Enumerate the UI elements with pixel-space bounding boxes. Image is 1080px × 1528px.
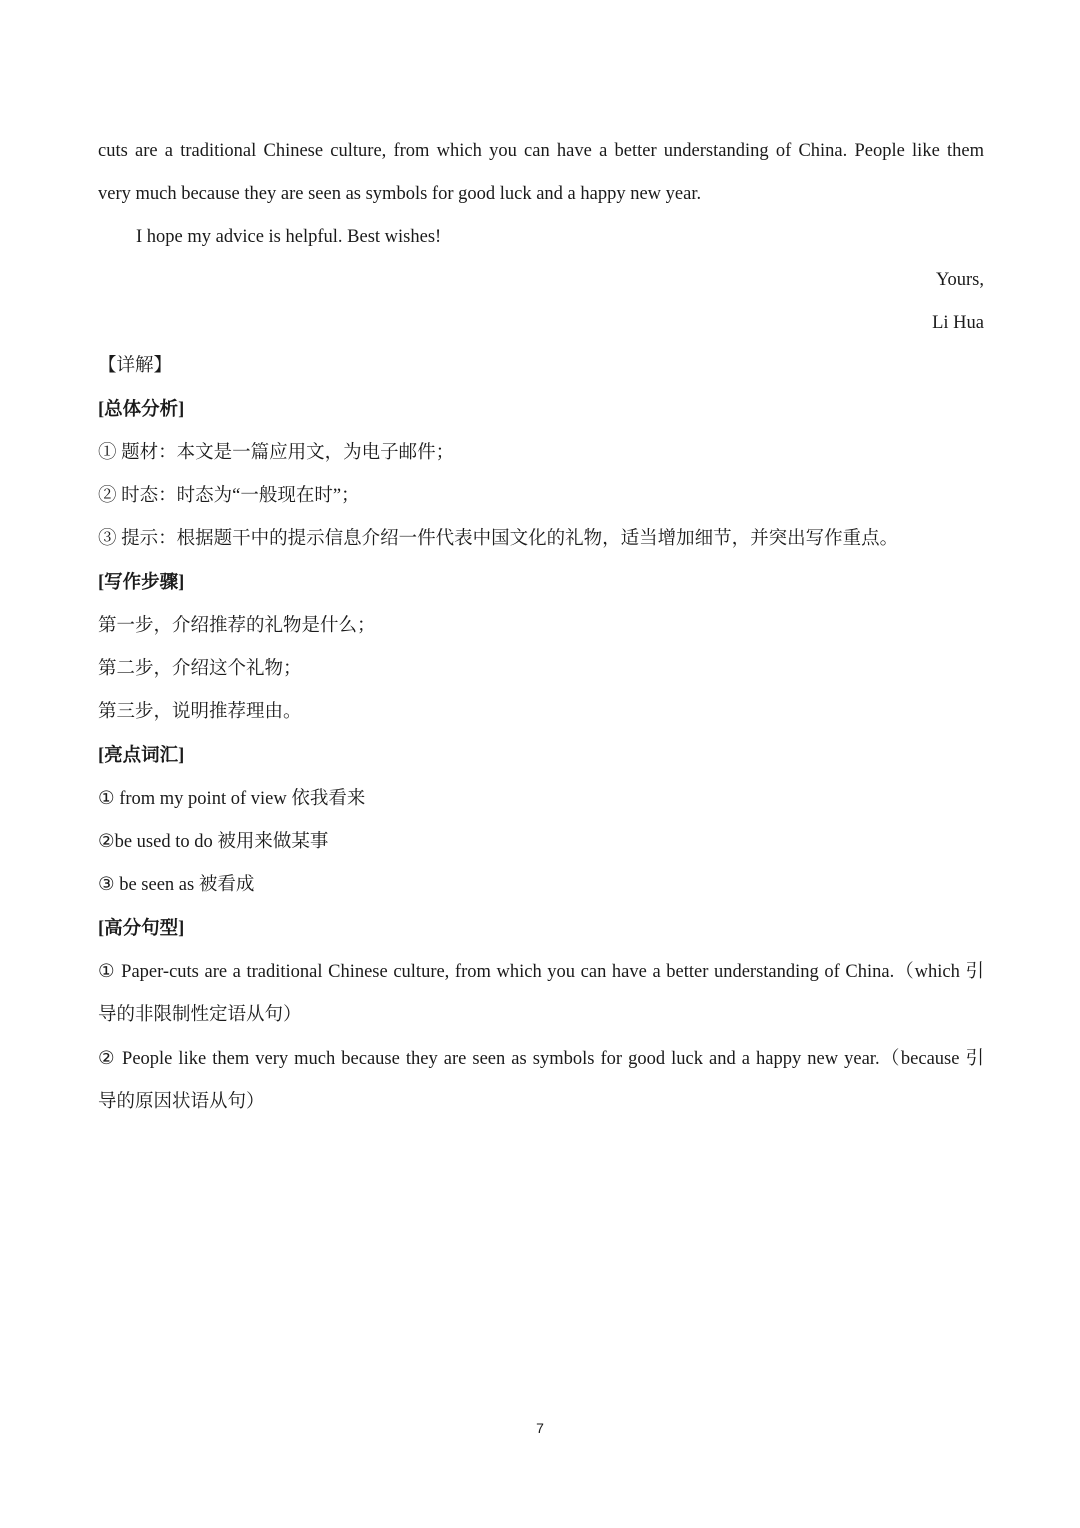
letter-line-2: very much because they are seen as symbols for good luck and a happy new year. xyxy=(98,184,702,204)
analysis-heading: 【详解】 xyxy=(98,356,173,376)
step-2: 第二步，介绍这个礼物； xyxy=(98,659,302,679)
sentence-1-line-1: ① Paper-cuts are a traditional Chinese culture, from which you can have a better understanding of China.（which 引 xyxy=(98,962,984,982)
overall-analysis-heading: [总体分析] xyxy=(98,400,185,420)
letter-signoff: Yours, xyxy=(936,270,984,290)
step-1: 第一步，介绍推荐的礼物是什么； xyxy=(98,616,376,636)
vocab-item-1: ① from my point of view 依我看来 xyxy=(98,789,366,809)
letter-line-1: cuts are a traditional Chinese culture, from which you can have a better understanding of China. People like them xyxy=(98,141,984,161)
vocab-item-3: ③ be seen as 被看成 xyxy=(98,875,255,895)
page-number: 7 xyxy=(536,1420,544,1436)
letter-closing: I hope my advice is helpful. Best wishes! xyxy=(136,227,442,247)
letter-signature: Li Hua xyxy=(932,313,984,333)
overall-item-topic: ① 题材：本文是一篇应用文，为电子邮件； xyxy=(98,443,455,463)
sentence-1-line-2: 导的非限制性定语从句） xyxy=(98,1005,302,1025)
vocab-item-2: ②be used to do 被用来做某事 xyxy=(98,832,329,852)
writing-steps-heading: [写作步骤] xyxy=(98,573,185,593)
sentence-2-line-1: ② People like them very much because they are seen as symbols for good luck and a happy new year.（because 引 xyxy=(98,1049,984,1069)
step-3: 第三步，说明推荐理由。 xyxy=(98,702,302,722)
sentence-2-line-2: 导的原因状语从句） xyxy=(98,1092,265,1112)
overall-item-hint: ③ 提示：根据题干中的提示信息介绍一件代表中国文化的礼物，适当增加细节，并突出写作重点。 xyxy=(98,529,899,549)
overall-item-tense: ② 时态：时态为“一般现在时”； xyxy=(98,486,360,506)
highlight-vocab-heading: [亮点词汇] xyxy=(98,746,185,766)
high-score-sentences-heading: [高分句型] xyxy=(98,919,185,939)
